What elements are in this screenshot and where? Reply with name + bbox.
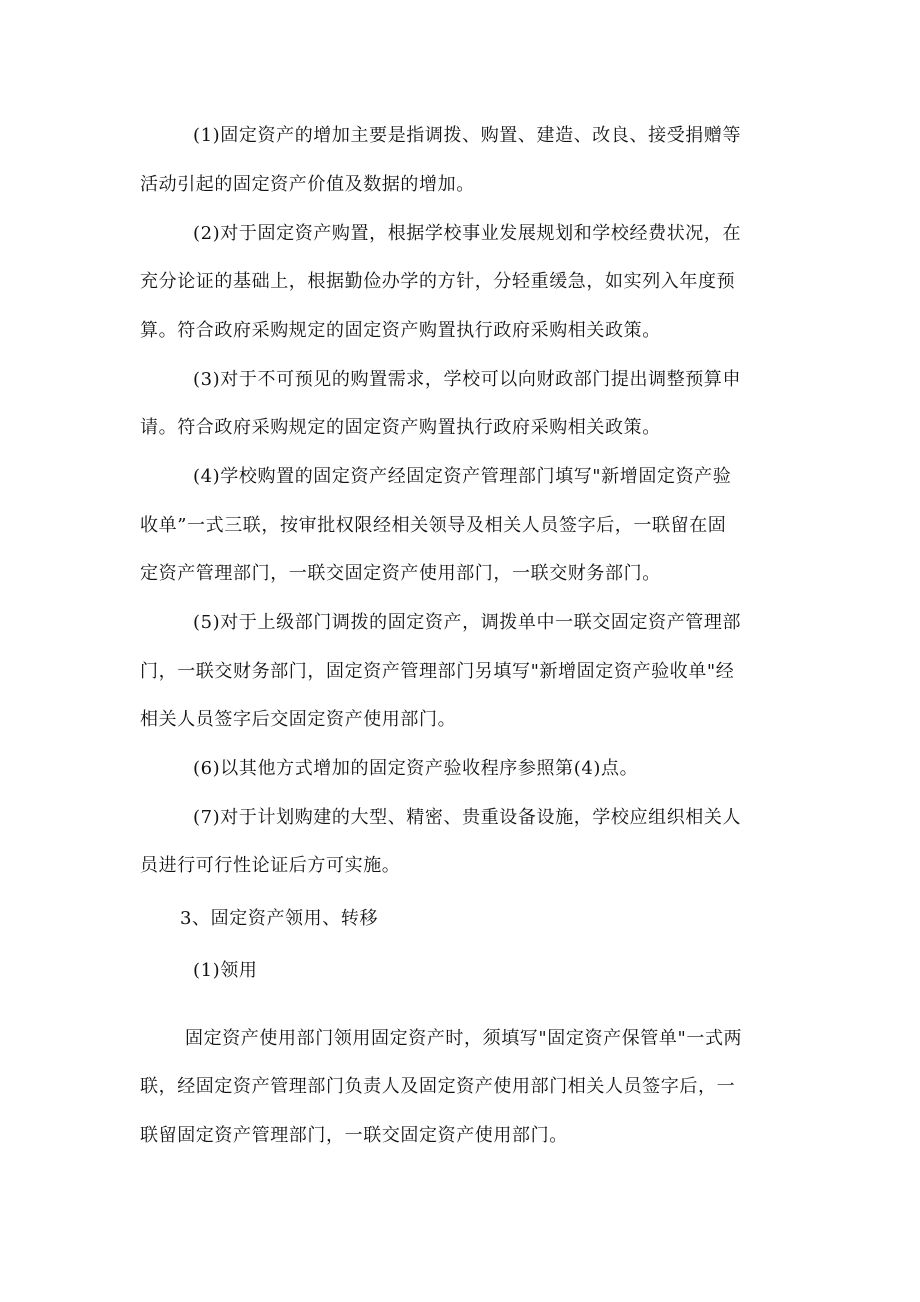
paragraph-4-line-1: (4)学校购置的固定资产经固定资产管理部门填写"新增固定资产验	[193, 466, 732, 487]
paragraph-6-line-1: (6)以其他方式增加的固定资产验收程序参照第(4)点。	[193, 758, 639, 779]
paragraph-2-line-1: (2)对于固定资产购置，根据学校事业发展规划和学校经费状况，在	[193, 223, 742, 244]
paragraph-8-line-1: 固定资产使用部门领用固定资产时，须填写"固定资产保管单"一式两	[185, 1028, 743, 1049]
paragraph-5-line-1: (5)对于上级部门调拨的固定资产，调拨单中一联交固定资产管理部	[193, 612, 742, 633]
paragraph-7-line-2: 员进行可行性论证后方可实施。	[140, 855, 401, 876]
paragraph-1-line-1: (1)固定资产的增加主要是指调拨、购置、建造、改良、接受捐赠等	[193, 125, 742, 146]
paragraph-2-line-2: 充分论证的基础上，根据勤俭办学的方针，分轻重缓急，如实列入年度预	[140, 271, 736, 292]
paragraph-7-line-1: (7)对于计划购建的大型、精密、贵重设备设施，学校应组织相关人	[193, 807, 742, 828]
paragraph-1-line-2: 活动引起的固定资产价值及数据的增加。	[140, 174, 475, 195]
paragraph-5-line-2: 门，一联交财务部门，固定资产管理部门另填写"新增固定资产验收单"经	[140, 661, 735, 682]
paragraph-2-line-3: 算。符合政府采购规定的固定资产购置执行政府采购相关政策。	[140, 320, 661, 341]
subsection-heading: (1)领用	[193, 960, 258, 981]
paragraph-3-line-2: 请。符合政府采购规定的固定资产购置执行政府采购相关政策。	[140, 417, 661, 438]
paragraph-4-line-2: 收单”一式三联，按审批权限经相关领导及相关人员签字后，一联留在固	[140, 515, 727, 536]
section-heading: 3、固定资产领用、转移	[180, 908, 379, 929]
paragraph-8-line-3: 联留固定资产管理部门，一联交固定资产使用部门。	[140, 1125, 568, 1146]
paragraph-8-line-2: 联，经固定资产管理部门负责人及固定资产使用部门相关人员签字后，一	[140, 1076, 736, 1097]
paragraph-3-line-1: (3)对于不可预见的购置需求，学校可以向财政部门提出调整预算申	[193, 369, 742, 390]
paragraph-5-line-3: 相关人员签字后交固定资产使用部门。	[140, 709, 457, 730]
paragraph-4-line-3: 定资产管理部门，一联交固定资产使用部门，一联交财务部门。	[140, 563, 661, 584]
